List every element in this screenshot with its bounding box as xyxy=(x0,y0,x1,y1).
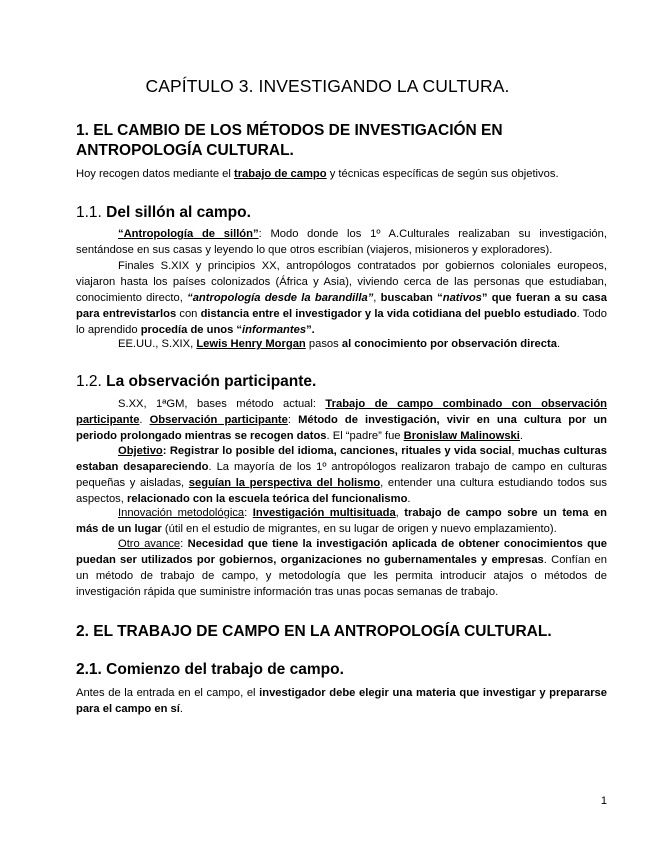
paragraph-bold: Método de investigación, vivir en una cultura por un periodo prolongado mientras se recogen datos xyxy=(76,413,608,442)
page-number: 1 xyxy=(600,795,607,807)
paragraph-text: , xyxy=(395,507,405,519)
section-1-title-line2: ANTROPOLOGÍA CULTURAL. xyxy=(76,142,294,159)
paragraph-text: . El “padre” fue xyxy=(326,429,404,442)
term-antropologia-sillon: “Antropología de sillón” xyxy=(118,228,259,240)
section-1-2-title xyxy=(76,372,596,392)
paragraph-bold: trabajo de campo sobre un tema en más de un lugar xyxy=(76,507,607,535)
term-otro-avance: Otro avance xyxy=(118,538,181,550)
section-1-2-number: 1.2. xyxy=(76,373,102,390)
paragraph-bold: procedía de unos “ xyxy=(140,323,243,336)
section-2-1-number: 2.1. xyxy=(76,661,102,678)
paragraph-text: , xyxy=(373,291,381,304)
paragraph-bold: Registrar lo posible del idioma, canciones, rituales y vida social xyxy=(169,445,512,457)
term-informantes: informantes xyxy=(242,323,307,336)
paragraph-text: : xyxy=(244,507,253,519)
section-1-1-paragraph-1 xyxy=(76,227,607,259)
section-2-1-heading: Comienzo del trabajo de campo. xyxy=(101,661,344,678)
intro-text-end: y técnicas específicas de según sus objetivos. xyxy=(326,168,559,180)
intro-text: Hoy recogen datos mediante el xyxy=(76,168,234,180)
section-1-1-number: 1.1. xyxy=(76,204,102,221)
section-1-2-paragraph-3 xyxy=(76,506,607,538)
paragraph-bold: investigador debe elegir una materia que investigar y prepararse para el campo en sí xyxy=(76,687,607,715)
paragraph-bold: distancia entre el investigador y la vida cotidiana del pueblo estudiado xyxy=(200,307,577,320)
section-1-1-paragraph-2 xyxy=(76,259,607,339)
section-1-intro xyxy=(76,167,607,183)
paragraph-text: . xyxy=(556,338,561,350)
paragraph-text: S.XX, 1ªGM, bases método actual: xyxy=(118,398,326,410)
section-1-title-line1: 1. EL CAMBIO DE LOS MÉTODOS DE INVESTIGACIÓN EN xyxy=(76,122,503,139)
paragraph-bold: buscaban “ xyxy=(380,291,443,304)
intro-highlight: trabajo de campo xyxy=(233,168,327,180)
section-1-1-title xyxy=(76,203,596,223)
paragraph-text: Antes de la entrada en el campo, el xyxy=(76,687,260,699)
section-1-2-paragraph-2 xyxy=(76,444,607,508)
name-morgan: Lewis Henry Morgan xyxy=(196,338,306,350)
paragraph-text: pasos xyxy=(305,338,342,350)
section-2-title: 2. EL TRABAJO DE CAMPO EN LA ANTROPOLOGÍA CULTURAL. xyxy=(76,623,552,640)
paragraph-text: . xyxy=(179,702,183,715)
term-multisituada: Investigación multisituada xyxy=(252,507,396,519)
section-1-1-paragraph-3 xyxy=(76,337,607,353)
paragraph-bold: Necesidad que tiene la investigación aplicada de obtener conocimientos que puedan ser utilizados por gobiernos, organizaciones no gubernamentales y empresas xyxy=(76,538,608,566)
paragraph-text: con xyxy=(176,307,201,320)
paragraph-text: Finales S.XIX y principios XX, antropólogos contratados por gobiernos coloniales europeos, viajaron hasta los países colonizados (África y Asia), viviendo cerca de las personas que estudiaban, conocimiento directo, xyxy=(76,260,607,304)
paragraph-text: . xyxy=(139,413,150,426)
section-1-2-heading: La observación participante. xyxy=(101,373,317,390)
chapter-title: CAPÍTULO 3. INVESTIGANDO LA CULTURA. xyxy=(145,76,510,96)
term-objetivo: Objetivo xyxy=(118,445,163,457)
paragraph-text: : Modo donde los 1º A.Culturales realizaban su investigación, sentándose en sus casas y leyendo lo que otros escribían (viajeros, misioneros y exploradores). xyxy=(76,228,607,256)
section-2-1-title xyxy=(76,660,596,680)
paragraph-text: , entender una cultura estudiando todos sus aspectos, xyxy=(76,476,607,505)
paragraph-bold: : xyxy=(162,445,170,457)
paragraph-text: (útil en el estudio de migrantes, en su lugar de origen y nuevo emplazamiento). xyxy=(161,522,557,535)
paragraph-text: . La mayoría de los 1º antropólogos realizaron trabajo de campo en culturas pequeñas y aisladas, xyxy=(76,460,608,489)
section-1-2-paragraph-1 xyxy=(76,397,607,445)
paragraph-bold: muchas culturas estaban desapareciendo xyxy=(76,445,607,473)
term-barandilla: “antropología desde la barandilla” xyxy=(187,291,374,304)
section-1-title xyxy=(76,121,596,161)
paragraph-text: EE.UU., S.XIX, xyxy=(118,338,197,350)
paragraph-bold: ” que fueran a su casa para entrevistarlos xyxy=(76,291,607,320)
paragraph-text: . Todo lo aprendido xyxy=(76,307,607,336)
paragraph-text: . xyxy=(407,492,411,505)
term-trabajo-campo: Trabajo de campo combinado con observación participante xyxy=(76,398,607,426)
term-nativos: nativos xyxy=(442,291,482,304)
name-malinowski: Bronislaw Malinowski xyxy=(403,429,520,442)
paragraph-text: . xyxy=(519,429,524,442)
paragraph-text: : xyxy=(180,538,188,550)
paragraph-bold: al conocimiento por observación directa xyxy=(341,338,557,350)
section-2-1-paragraph-1 xyxy=(76,686,607,718)
paragraph-text: . Confían en un método de trabajo de campo, y metodología que les permita introducir atajos o métodos de investigación rápida que suministre información tras unas pocas semanas de trabajo. xyxy=(76,553,608,598)
paragraph-text: : xyxy=(287,413,299,426)
term-innovacion: Innovación metodológica xyxy=(118,507,245,519)
paragraph-bold: ”. xyxy=(306,323,315,336)
paragraph-text: , xyxy=(511,445,518,457)
term-observacion-participante: Observación participante xyxy=(149,413,288,426)
section-1-2-paragraph-4 xyxy=(76,537,607,601)
paragraph-bold: relacionado con la escuela teórica del funcionalismo xyxy=(127,492,408,505)
term-holismo: seguían la perspectiva del holismo xyxy=(188,476,381,489)
section-1-1-heading: Del sillón al campo. xyxy=(101,204,251,221)
